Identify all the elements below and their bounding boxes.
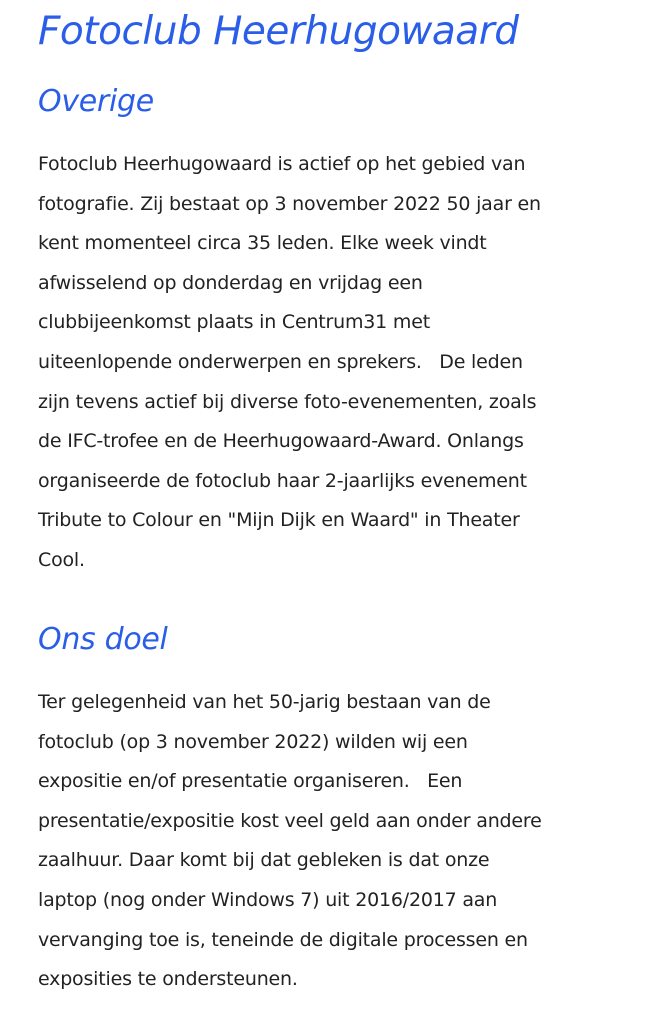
section-heading-overige: Overige [38,84,154,119]
section-heading-ons-doel: Ons doel [38,622,168,657]
section-body-ons-doel: Ter gelegenheid van het 50-jarig bestaan van de fotoclub (op 3 november 2022) wilden wij een expositie en/of presentatie organiseren. Een presentatie/expositie kost veel geld aan onder andere zaalhuur. Daar komt bij dat gebleken is dat onze laptop (nog onder Windows 7) uit 2016/2017 aan vervanging toe is, teneinde de digitale processen en exposities te ondersteunen. [38,691,542,991]
section-body-overige: Fotoclub Heerhugowaard is actief op het gebied van fotografie. Zij bestaat op 3 november 2022 50 jaar en kent momenteel circa 35 leden. Elke week vindt afwisselend op donderdag en vrijdag een clubbijeenkomst plaats in Centrum31 met uiteenlopende onderwerpen en sprekers. De leden zijn tevens actief bij diverse foto-evenementen, zoals de IFC-trofee en de Heerhugowaard-Award. Onlangs organiseerde de fotoclub haar 2-jaarlijks evenement Tribute to Colour en "Mijn Dijk en Waard" in Theater Cool. [38,153,541,571]
site-title: Fotoclub Heerhugowaard [38,9,519,54]
